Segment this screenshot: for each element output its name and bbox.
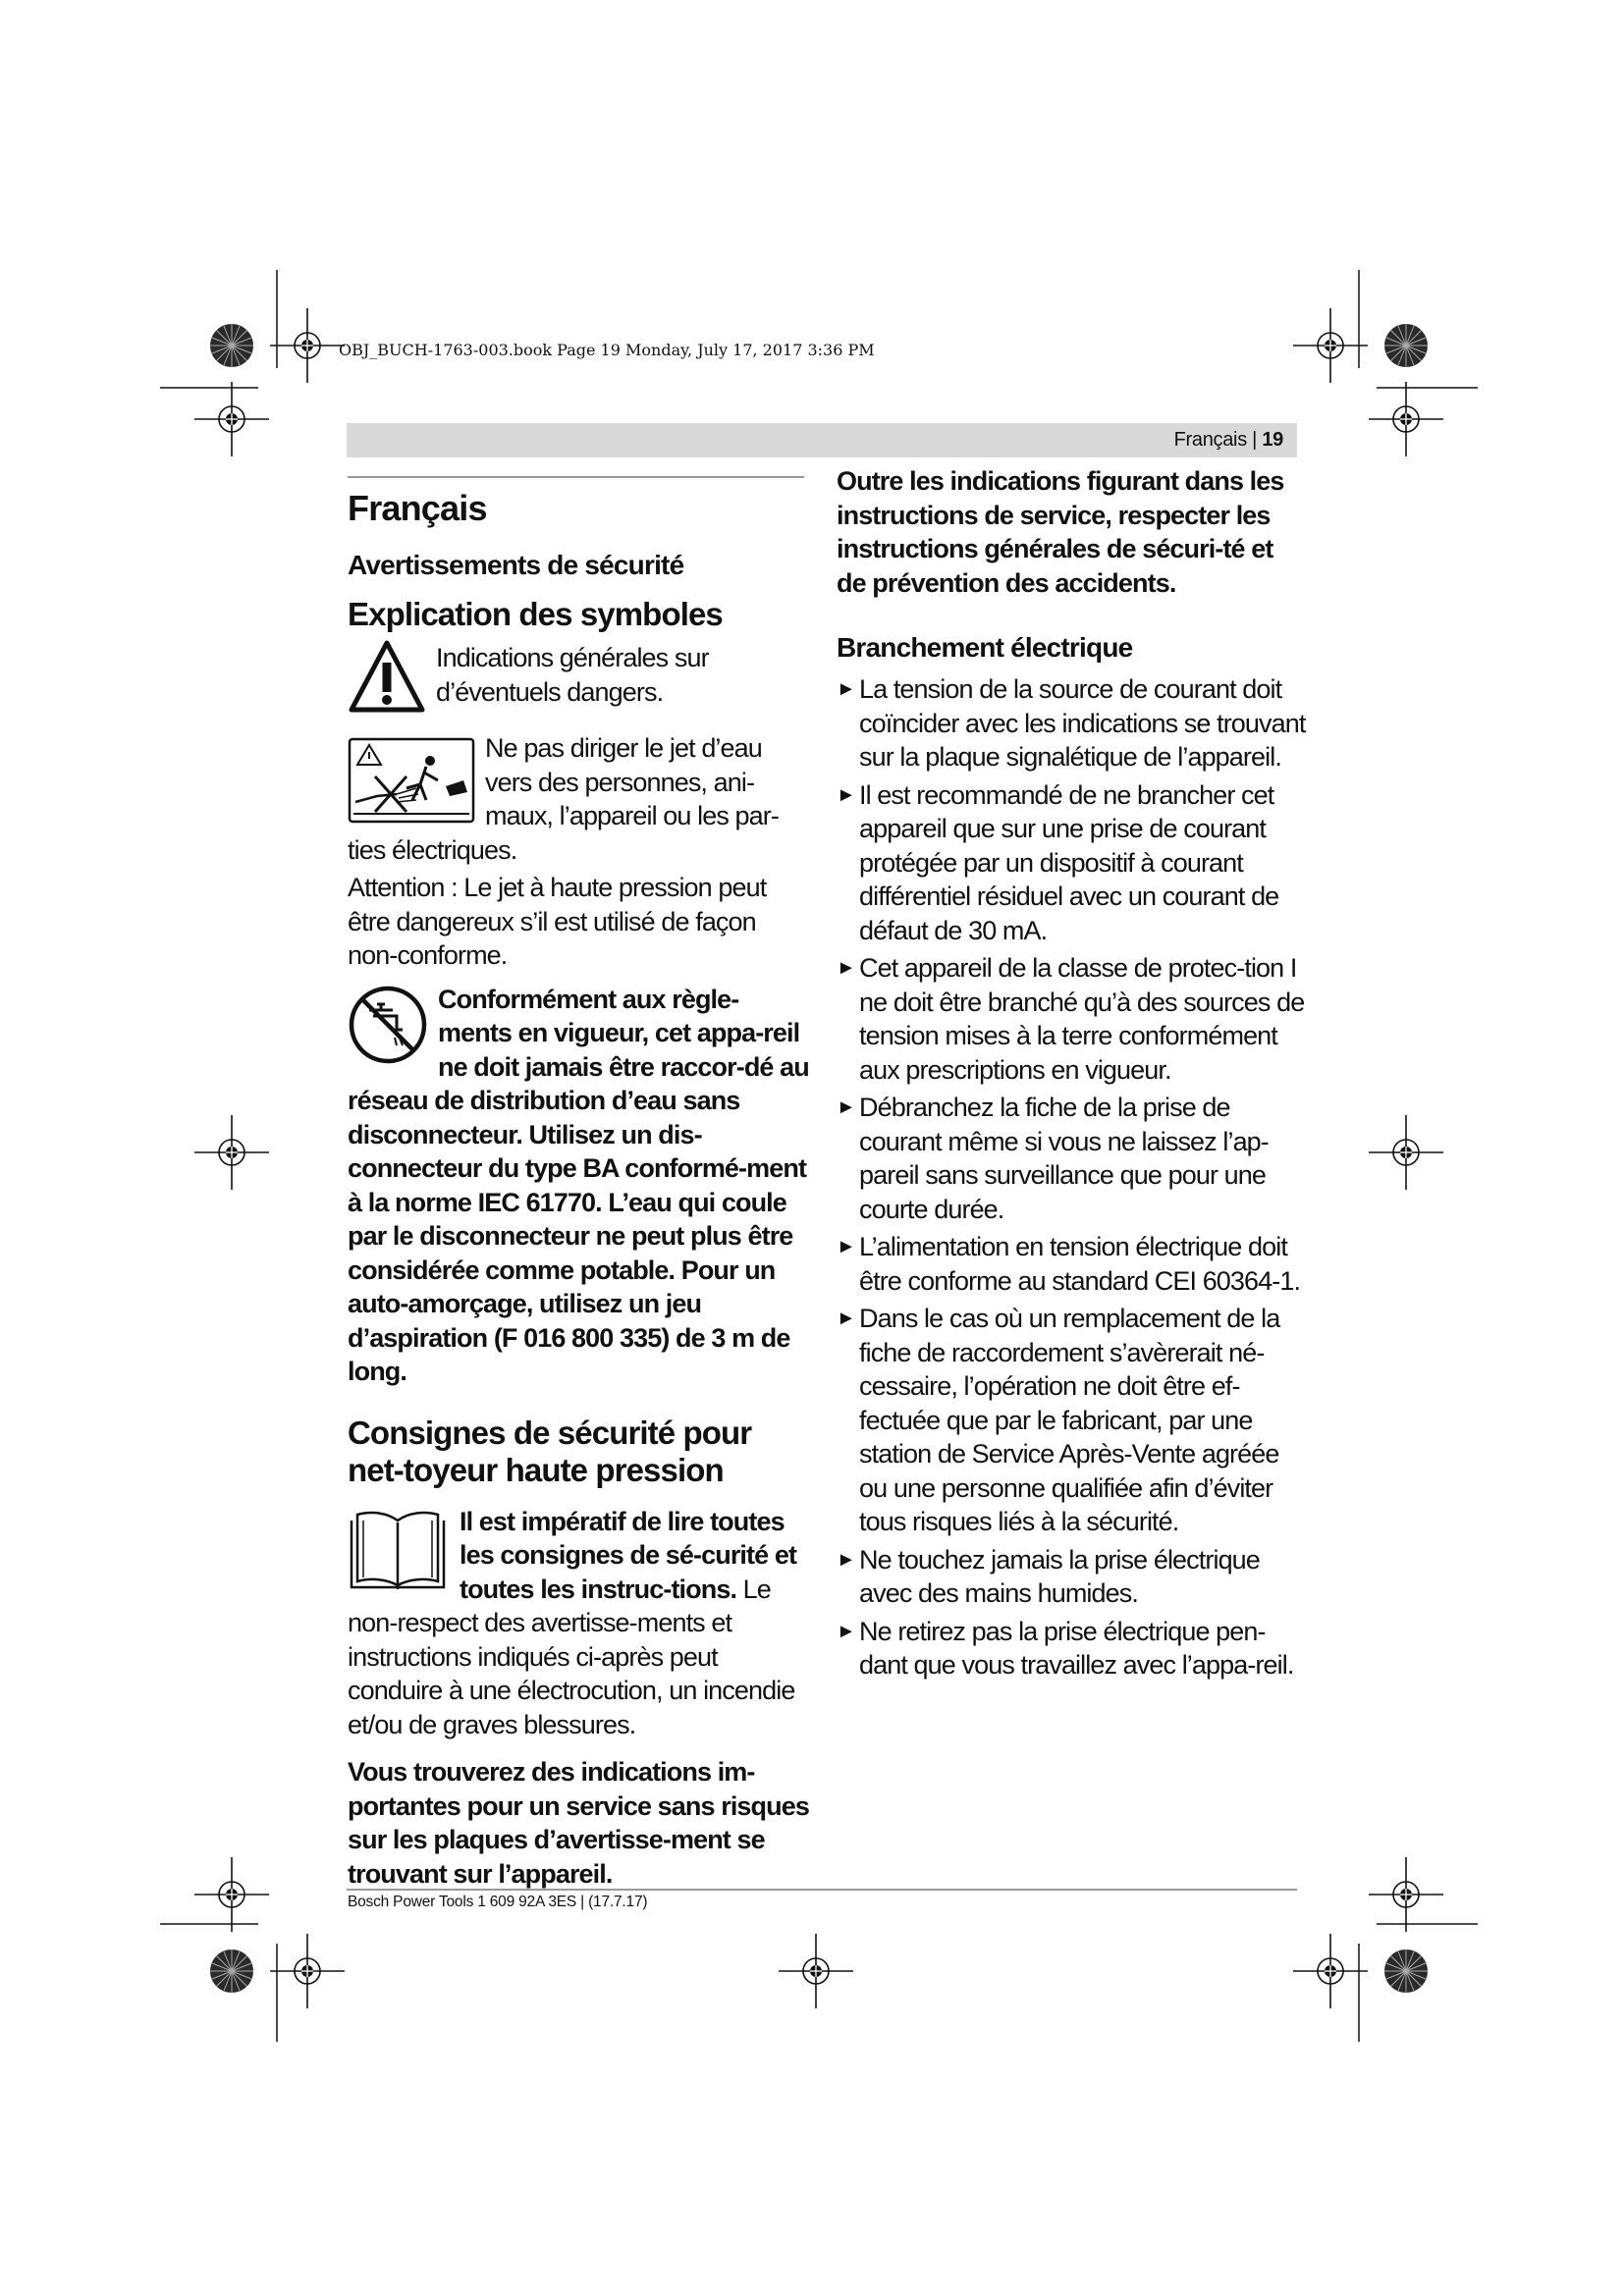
symbols-heading: Explication des symboles: [348, 596, 723, 632]
bullet-arrow-icon: ►: [837, 678, 855, 700]
list-item: ► Cet appareil de la classe de protec-tion I ne doit être branché qu’à des sources de tension mises à la terre conformément aux prescriptions en vigueur.: [837, 953, 1305, 1085]
bullet-arrow-icon: ►: [837, 957, 855, 979]
list-item: ► Débranchez la fiche de la prise de courant même si vous ne laissez l’ap-pareil sans surveillance que pour une courte durée.: [837, 1093, 1269, 1224]
branchement-heading: Branchement électrique: [837, 632, 1133, 663]
bullet-arrow-icon: ►: [837, 1548, 855, 1571]
running-header-label: [1174, 429, 1283, 452]
bullet-arrow-icon: ►: [837, 1236, 855, 1257]
left-column: [348, 456, 809, 1895]
registration-crosshair-icon: [1369, 1857, 1443, 1932]
registration-crosshair-icon: [1369, 382, 1443, 456]
attention-text: Attention : Le jet à haute pression peut être dangereux s’il est utilisé de façon non-conforme.: [348, 873, 767, 970]
list-item: ► L’alimentation en tension électrique doit être conforme au standard CEI 60364-1.: [837, 1232, 1301, 1296]
star-target-icon: [210, 1949, 253, 1993]
registration-crosshair-icon: [1293, 308, 1368, 383]
star-target-icon: [1384, 324, 1428, 367]
list-item: ► Dans le cas où un remplacement de la fiche de raccordement s’avèrerait né-cessaire, l’opération ne doit être ef-fectuée que par le fabricant, par une station de Service Après-Vente agréée ou une personne qualifiée afin d’éviter tous risques liés à la sécurité.: [837, 1304, 1280, 1536]
running-header-section: Français: [1173, 429, 1247, 451]
list-item: ► Ne touchez jamais la prise électrique avec des mains humides.: [837, 1544, 1260, 1608]
electrical-bullets: [837, 672, 1306, 1682]
read-instructions-rest: Le non-respect des avertisse-ments et instructions indiqués ci-après peut conduire à une électrocution, un incendie et/ou de graves blessures.: [348, 1574, 795, 1739]
running-header: [347, 423, 1297, 457]
footer-text: Bosch Power Tools 1 609 92A 3ES | (17.7.17): [348, 1894, 648, 1910]
symbol-read-manual: [348, 1505, 809, 1746]
consignes-heading: Consignes de sécurité pour net-toyeur haute pression: [348, 1414, 752, 1488]
bullet-arrow-icon: ►: [837, 1620, 855, 1642]
running-header-separator: |: [1252, 429, 1258, 451]
list-item: ► Il est recommandé de ne brancher cet appareil que sur une prise de courant protégée par un dispositif à courant différentiel résiduel avec un courant de défaut de 30 mA.: [837, 779, 1279, 945]
registration-crosshair-icon: [194, 382, 269, 456]
symbol-no-water-jet-text: Ne pas diriger le jet d’eau vers des personnes, ani-maux, l’appareil ou les par-ties électriques.: [348, 733, 779, 865]
bullet-arrow-icon: ►: [837, 783, 855, 806]
star-target-icon: [210, 324, 253, 367]
registration-crosshair-icon: [270, 308, 345, 383]
read-manual-icon: [348, 1509, 448, 1595]
symbol-no-direct-connection: [348, 983, 809, 1393]
symbol-general-danger-text: Indications générales sur d’éventuels dangers.: [436, 643, 709, 707]
no-water-jet-at-people-icon: [348, 737, 475, 824]
bullet-arrow-icon: ►: [837, 1096, 855, 1118]
warning-plates-text: Vous trouverez des indications im-portantes pour un service sans risques sur les plaques d’avertisse-ment se trouvant sur l’appareil.: [348, 1757, 809, 1889]
warning-triangle-icon: [348, 639, 426, 716]
safety-warnings-heading: Avertissements de sécurité: [348, 550, 684, 580]
list-item: ► Ne retirez pas la prise électrique pen-dant que vous travaillez avec l’appa-reil.: [837, 1616, 1294, 1680]
symbol-no-direct-connection-text: Conformément aux règle-ments en vigueur, cet appa-reil ne doit jamais être raccor-dé au réseau de distribution d’eau sans disconnecteur. Utilisez un dis-connecteur du type BA conformé-ment à la norme IEC 61770. L’eau qui coule par le disconnecteur ne peut plus être considérée comme potable. Pour un auto-amorçage, utilisez un jeu d’aspiration (F 016 800 335) de 3 m de long.: [348, 984, 809, 1386]
registration-crosshair-icon: [270, 1934, 345, 2008]
registration-crosshair-icon: [194, 1857, 269, 1932]
symbol-no-water-jet: [348, 731, 809, 871]
print-file-header: OBJ_BUCH-1763-003.book Page 19 Monday, July 17, 2017 3:36 PM: [339, 341, 875, 359]
star-target-icon: [1384, 1949, 1428, 1993]
list-item: ► La tension de la source de courant doit coïncider avec les indications se trouvant sur la plaque signalétique de l’appareil.: [837, 674, 1306, 772]
right-column: [837, 456, 1306, 1686]
no-direct-water-connection-icon: [348, 985, 428, 1065]
intro-bold-text: Outre les indications figurant dans les instructions de service, respecter les instructions générales de sécuri-té et de prévention des accidents.: [837, 466, 1284, 598]
read-instructions-bold: Il est impératif de lire toutes les consignes de sé-curité et toutes les instruc-tions.: [460, 1506, 797, 1604]
page-number: 19: [1262, 429, 1283, 451]
bullet-arrow-icon: ►: [837, 1308, 855, 1329]
registration-crosshair-icon: [1293, 1934, 1368, 2008]
registration-crosshair-icon: [194, 1115, 269, 1190]
footer-divider: [347, 1889, 1297, 1891]
column-divider: [348, 476, 804, 478]
registration-crosshair-icon: [1369, 1115, 1443, 1190]
language-title: Français: [348, 488, 487, 528]
registration-crosshair-icon: [779, 1934, 853, 2008]
symbol-general-danger: [348, 639, 809, 716]
